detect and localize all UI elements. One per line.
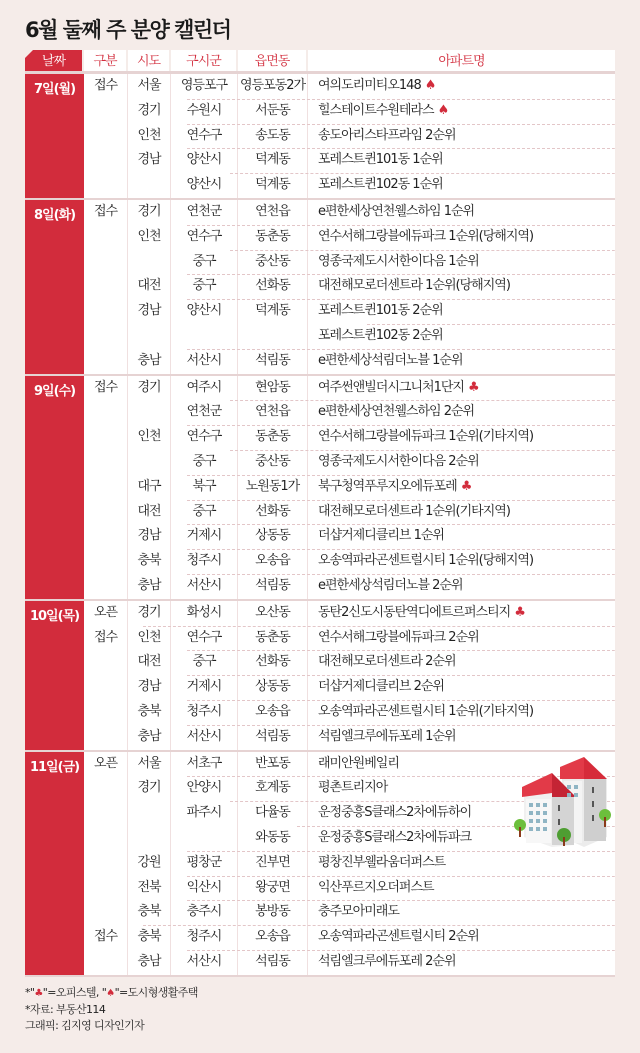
sido-cell: [128, 173, 171, 198]
day-group: [25, 376, 615, 601]
row-divider: [187, 675, 615, 676]
row-divider: [230, 250, 615, 251]
table-row: [84, 324, 615, 349]
table-header: [25, 50, 615, 74]
apartment-name-cell: 오송역파라곤센트럴시티 1순위(기타지역): [318, 703, 534, 719]
apartment-name-cell: 영종국제도시서한이다음 1순위: [318, 253, 479, 269]
table-row: [84, 74, 615, 99]
legend-line: *"♣"=오피스텔, "♠"=도시형생활주택: [25, 986, 198, 999]
apartment-name-cell: 평창진부웰라움더퍼스트: [318, 854, 446, 870]
table-row: [84, 475, 615, 500]
type-cell: [84, 299, 128, 324]
gu-cell: 연천군: [171, 200, 238, 225]
row-divider: [187, 700, 615, 701]
dong-cell: 반포동: [238, 752, 308, 777]
day-group: [25, 601, 615, 752]
type-cell: [84, 425, 128, 450]
type-cell: [84, 851, 128, 876]
dong-cell: 동춘동: [238, 425, 308, 450]
spade-icon: ♠: [106, 988, 115, 999]
type-cell: [84, 324, 128, 349]
gu-cell: 여주시: [171, 376, 238, 401]
table-row: [84, 299, 615, 324]
type-cell: [84, 801, 128, 826]
sido-cell: 경기: [128, 200, 171, 225]
table-row: [84, 124, 615, 149]
gu-cell: 서산시: [171, 725, 238, 750]
type-cell: 접수: [84, 925, 128, 950]
table-row: [84, 400, 615, 425]
sido-cell: 경기: [128, 376, 171, 401]
day-label: 10일(목): [25, 601, 84, 750]
table-row: [84, 250, 615, 275]
gu-cell: 충주시: [171, 900, 238, 925]
type-cell: [84, 99, 128, 124]
dong-cell: 중산동: [238, 450, 308, 475]
gu-cell: 중구: [171, 250, 238, 275]
sido-cell: [128, 826, 171, 851]
table-row: [84, 500, 615, 525]
apartment-name-cell: 석림엘크루에듀포레 1순위: [318, 728, 456, 744]
table-row: [84, 925, 615, 950]
type-cell: [84, 400, 128, 425]
gu-cell: 양산시: [171, 148, 238, 173]
sido-cell: 대전: [128, 500, 171, 525]
gu-cell: 청주시: [171, 700, 238, 725]
dong-cell: 오송읍: [238, 925, 308, 950]
club-icon: ♣: [514, 604, 525, 620]
gu-cell: 중구: [171, 450, 238, 475]
row-divider: [230, 173, 615, 174]
row-divider: [187, 148, 615, 149]
gu-cell: 거제시: [171, 524, 238, 549]
dong-cell: 석림동: [238, 725, 308, 750]
apartment-name-cell: 포레스트퀸101동 2순위: [318, 303, 443, 319]
dong-cell: 서둔동: [238, 99, 308, 124]
row-divider: [187, 475, 615, 476]
dong-cell: 현암동: [238, 376, 308, 401]
table-row: [84, 700, 615, 725]
day-label: 7일(월): [25, 74, 84, 198]
row-divider: [187, 574, 615, 575]
apartment-name-cell: 송도아리스타프라임 2순위: [318, 127, 456, 143]
sido-cell: 대전: [128, 274, 171, 299]
gu-cell: 화성시: [171, 601, 238, 626]
sido-cell: 경기: [128, 601, 171, 626]
type-cell: [84, 225, 128, 250]
type-cell: [84, 574, 128, 599]
table-row: [84, 950, 615, 975]
dong-cell: 동춘동: [238, 225, 308, 250]
sido-cell: 충남: [128, 574, 171, 599]
gu-cell: [171, 324, 238, 349]
sido-cell: 충북: [128, 925, 171, 950]
spade-icon: ♠: [437, 102, 449, 118]
header-gu: 구시군: [171, 50, 238, 71]
sido-cell: 인천: [128, 225, 171, 250]
row-divider: [187, 349, 615, 350]
table-row: [84, 725, 615, 750]
dong-cell: 중산동: [238, 250, 308, 275]
type-cell: [84, 173, 128, 198]
dong-cell: 석림동: [238, 574, 308, 599]
row-divider: [187, 725, 615, 726]
table-row: [84, 99, 615, 124]
day-label: 9일(수): [25, 376, 84, 599]
sido-cell: 인천: [128, 626, 171, 651]
apartment-name-cell: 연수서해그랑블에듀파크 1순위(당해지역): [318, 228, 534, 244]
gu-cell: [171, 826, 238, 851]
footer-notes: [25, 985, 198, 1034]
apartment-name-cell: 연수서해그랑블에듀파크 1순위(기타지역): [318, 429, 534, 445]
dong-cell: 동춘동: [238, 626, 308, 651]
apartment-name-cell: 포레스트퀸102동 1순위: [318, 177, 443, 193]
sido-cell: 대전: [128, 650, 171, 675]
sido-cell: 충북: [128, 700, 171, 725]
apartment-name-cell: 래미안원베일리: [318, 755, 399, 771]
gu-cell: 청주시: [171, 549, 238, 574]
header-apt: 아파트명: [438, 54, 485, 69]
table-row: [84, 549, 615, 574]
apartment-name-cell: 대전해모로더센트라 1순위(기타지역): [318, 503, 510, 519]
credit-note: 그래픽: 김지영 디자인기자: [25, 1019, 145, 1032]
table-row: [84, 200, 615, 225]
row-divider: [187, 124, 615, 125]
apartment-name-cell: 동탄2신도시동탄역디에트르퍼스티지 ♣: [318, 604, 525, 620]
sido-cell: 경기: [128, 99, 171, 124]
table-row: [84, 376, 615, 401]
sido-cell: 서울: [128, 74, 171, 99]
table-row: [84, 225, 615, 250]
row-divider: [187, 225, 615, 226]
table-row: [84, 601, 615, 626]
dong-cell: 다율동: [238, 801, 308, 826]
row-divider: [187, 425, 615, 426]
apartment-name-cell: 더샵거제디클리브 1순위: [318, 528, 444, 544]
row-divider: [230, 400, 615, 401]
table-row: [84, 900, 615, 925]
page-title: 6월 둘째 주 분양 캘린더: [25, 18, 231, 42]
row-divider: [143, 925, 615, 926]
club-icon: ♣: [460, 478, 472, 494]
gu-cell: 안양시: [171, 776, 238, 801]
sido-cell: 경남: [128, 675, 171, 700]
sido-cell: 전북: [128, 876, 171, 901]
sido-cell: 경기: [128, 776, 171, 801]
row-divider: [187, 299, 615, 300]
row-divider: [187, 549, 615, 550]
sido-cell: 서울: [128, 752, 171, 777]
sido-cell: 경남: [128, 148, 171, 173]
apartment-name-cell: e편한세상연천웰스하임 1순위: [318, 203, 475, 219]
dong-cell: 오산동: [238, 601, 308, 626]
dong-cell: 와동동: [238, 826, 308, 851]
sido-cell: [128, 400, 171, 425]
sido-cell: 인천: [128, 425, 171, 450]
apartment-name-cell: e편한세상석림더노블 2순위: [318, 577, 463, 593]
dong-cell: 선화동: [238, 650, 308, 675]
day-group: [25, 200, 615, 376]
sido-cell: 경남: [128, 524, 171, 549]
sido-cell: 충남: [128, 349, 171, 374]
gu-cell: 연수구: [171, 425, 238, 450]
dong-cell: 왕궁면: [238, 876, 308, 901]
dong-cell: 호계동: [238, 776, 308, 801]
gu-cell: 서산시: [171, 349, 238, 374]
type-cell: [84, 900, 128, 925]
type-cell: 접수: [84, 376, 128, 401]
row-divider: [187, 524, 615, 525]
type-cell: [84, 450, 128, 475]
type-cell: [84, 876, 128, 901]
apartment-name-cell: 여의도리미티오148 ♠: [318, 78, 436, 93]
table-row: [84, 675, 615, 700]
gu-cell: 중구: [171, 500, 238, 525]
type-cell: [84, 349, 128, 374]
row-divider: [230, 450, 615, 451]
gu-cell: 연수구: [171, 626, 238, 651]
apartment-name-cell: 익산푸르지오더퍼스트: [318, 879, 434, 895]
sido-cell: 강원: [128, 851, 171, 876]
gu-cell: 북구: [171, 475, 238, 500]
dong-cell: 봉방동: [238, 900, 308, 925]
gu-cell: 수원시: [171, 99, 238, 124]
dong-cell: 연천읍: [238, 400, 308, 425]
apartment-name-cell: 충주모아미래도: [318, 904, 399, 920]
apartment-name-cell: 포레스트퀸101동 1순위: [318, 152, 443, 168]
gu-cell: 연수구: [171, 225, 238, 250]
apartment-name-cell: 더샵거제디클리브 2순위: [318, 679, 444, 695]
apartment-name-cell: 북구청역푸루지오에듀포레 ♣: [318, 478, 472, 494]
header-sido: 시도: [128, 50, 171, 71]
gu-cell: 중구: [171, 274, 238, 299]
gu-cell: 연수구: [171, 124, 238, 149]
gu-cell: 영등포구: [171, 74, 238, 99]
table-row: [84, 574, 615, 599]
apartment-name-cell: 영종국제도시서한이다음 2순위: [318, 453, 479, 469]
header-date: 날짜: [25, 50, 84, 71]
gu-cell: 파주시: [171, 801, 238, 826]
type-cell: [84, 524, 128, 549]
day-label: 8일(화): [25, 200, 84, 374]
type-cell: [84, 250, 128, 275]
club-icon: ♣: [34, 988, 43, 999]
dong-cell: 선화동: [238, 500, 308, 525]
apartment-name-cell: e편한세상연천웰스하임 2순위: [318, 404, 475, 420]
gu-cell: 연천군: [171, 400, 238, 425]
row-divider: [187, 99, 615, 100]
table-row: [84, 450, 615, 475]
sido-cell: 충남: [128, 725, 171, 750]
dong-cell: 노원동1가: [238, 475, 308, 500]
apartment-name-cell: e편한세상석림더노블 1순위: [318, 352, 463, 368]
gu-cell: 서산시: [171, 574, 238, 599]
sido-cell: 충북: [128, 900, 171, 925]
apartment-name-cell: 운정중흥S클래스2차에듀하이: [318, 805, 472, 821]
type-cell: 오픈: [84, 601, 128, 626]
dong-cell: 영등포동2가: [238, 74, 308, 99]
sido-cell: [128, 801, 171, 826]
table-row: [84, 173, 615, 198]
dong-cell: 석림동: [238, 349, 308, 374]
sido-cell: 대구: [128, 475, 171, 500]
gu-cell: 서초구: [171, 752, 238, 777]
sido-cell: 인천: [128, 124, 171, 149]
gu-cell: 양산시: [171, 299, 238, 324]
day-label: 11일(금): [25, 752, 84, 975]
type-cell: [84, 475, 128, 500]
gu-cell: 양산시: [171, 173, 238, 198]
apartment-name-cell: 석림엘크루에듀포레 2순위: [318, 953, 456, 969]
table-row: [84, 148, 615, 173]
type-cell: [84, 725, 128, 750]
dong-cell: 연천읍: [238, 200, 308, 225]
sido-cell: 충남: [128, 950, 171, 975]
table-row: [84, 524, 615, 549]
gu-cell: 거제시: [171, 675, 238, 700]
apartment-name-cell: 포레스트퀸102동 2순위: [318, 327, 443, 343]
day-group: [25, 74, 615, 200]
type-cell: [84, 826, 128, 851]
dong-cell: 상동동: [238, 675, 308, 700]
apartment-name-cell: 운정중흥S클래스2차에듀파크: [318, 829, 472, 845]
apartment-name-cell: 대전해모로더센트라 1순위(당해지역): [318, 278, 510, 294]
table-row: [84, 626, 615, 651]
table-row: [84, 876, 615, 901]
dong-cell: 오송읍: [238, 700, 308, 725]
sido-cell: [128, 324, 171, 349]
type-cell: 접수: [84, 626, 128, 651]
apartment-name-cell: 힐스테이트수원테라스 ♠: [318, 102, 449, 118]
row-divider: [187, 500, 615, 501]
dong-cell: 오송읍: [238, 549, 308, 574]
type-cell: [84, 274, 128, 299]
header-dong: 읍면동: [238, 50, 308, 71]
gu-cell: 평창군: [171, 851, 238, 876]
row-divider: [187, 650, 615, 651]
apartment-name-cell: 대전해모로더센트라 2순위: [318, 654, 456, 670]
apartment-name-cell: 여주썬앤빌더시그니처1단지 ♣: [318, 379, 479, 395]
type-cell: [84, 500, 128, 525]
row-divider: [187, 274, 615, 275]
row-divider: [143, 626, 615, 627]
gu-cell: 중구: [171, 650, 238, 675]
apartment-name-cell: 오송역파라곤센트럴시티 1순위(당해지역): [318, 553, 534, 569]
sido-cell: 경남: [128, 299, 171, 324]
dong-cell: 송도동: [238, 124, 308, 149]
sido-cell: 충북: [128, 549, 171, 574]
dong-cell: 덕계동: [238, 173, 308, 198]
dong-cell: 덕계동: [238, 148, 308, 173]
type-cell: [84, 675, 128, 700]
apartment-building-icon: [512, 757, 612, 847]
type-cell: [84, 124, 128, 149]
table-row: [84, 851, 615, 876]
source-note: *자료: 부동산114: [25, 1003, 106, 1016]
gu-cell: 익산시: [171, 876, 238, 901]
row-divider: [187, 851, 615, 852]
spade-icon: ♠: [424, 78, 436, 93]
table-row: [84, 274, 615, 299]
apartment-name-cell: 오송역파라곤센트럴시티 2순위: [318, 929, 479, 945]
type-cell: 오픈: [84, 752, 128, 777]
sido-cell: [128, 250, 171, 275]
table-row: [84, 425, 615, 450]
row-divider: [187, 950, 615, 951]
type-cell: [84, 950, 128, 975]
header-type: 구분: [84, 50, 128, 71]
row-divider: [367, 324, 615, 325]
table-row: [84, 650, 615, 675]
table-row: [84, 349, 615, 374]
dong-cell: 석림동: [238, 950, 308, 975]
type-cell: 접수: [84, 74, 128, 99]
dong-cell: 상동동: [238, 524, 308, 549]
type-cell: [84, 549, 128, 574]
type-cell: [84, 148, 128, 173]
club-icon: ♣: [467, 379, 479, 395]
apartment-name-cell: 평촌트리지아: [318, 780, 388, 796]
type-cell: [84, 650, 128, 675]
type-cell: 접수: [84, 200, 128, 225]
dong-cell: 진부면: [238, 851, 308, 876]
type-cell: [84, 776, 128, 801]
sido-cell: [128, 450, 171, 475]
apartment-name-cell: 연수서해그랑블에듀파크 2순위: [318, 629, 479, 645]
gu-cell: 서산시: [171, 950, 238, 975]
dong-cell: 선화동: [238, 274, 308, 299]
type-cell: [84, 700, 128, 725]
gu-cell: 청주시: [171, 925, 238, 950]
row-divider: [187, 876, 615, 877]
row-divider: [187, 900, 615, 901]
dong-cell: [238, 324, 308, 349]
dong-cell: 덕계동: [238, 299, 308, 324]
